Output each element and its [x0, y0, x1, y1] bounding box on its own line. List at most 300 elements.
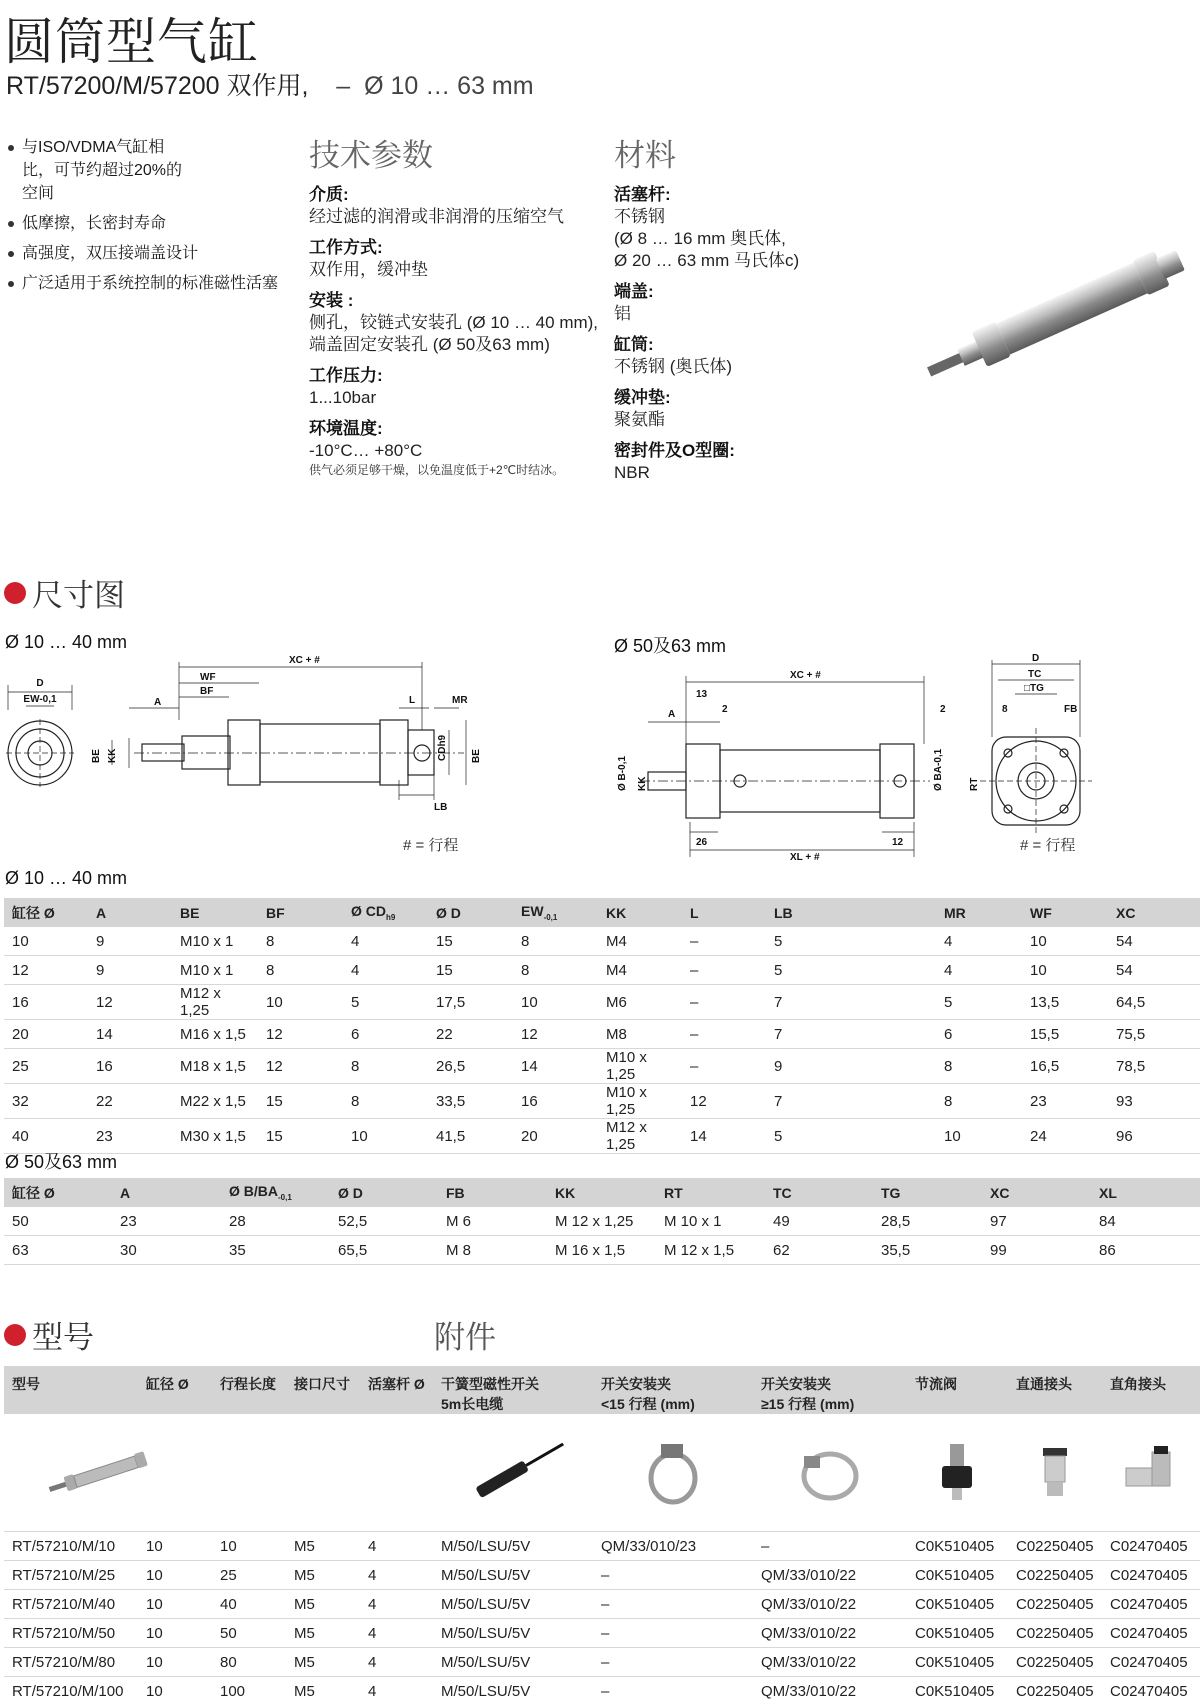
table-cell: 93 [1108, 1084, 1200, 1119]
spec-label: 介质: [309, 185, 349, 204]
table-cell: M/50/LSU/5V [433, 1590, 593, 1619]
table-cell: C02250405 [1008, 1532, 1102, 1561]
col-header: Ø $CD_{h9}$ [343, 898, 428, 927]
table-cell: 52,5 [330, 1207, 438, 1236]
label-d: D [36, 678, 44, 689]
table-cell: 35,5 [873, 1236, 982, 1265]
label-a: A [668, 709, 676, 720]
table-cell: QM/33/010/22 [753, 1619, 907, 1648]
col-header: Ø D [428, 898, 513, 927]
table-cell: 15 [258, 1084, 343, 1119]
table-a-label: Ø 10 … 40 mm [5, 868, 128, 888]
clamp-icon [633, 1438, 713, 1508]
table-cell: RT/57210/M/50 [4, 1619, 138, 1648]
table-cell: 4 [343, 927, 428, 956]
table-cell: 8 [343, 1049, 428, 1084]
table-cell: 4 [936, 927, 1022, 956]
col-header: KK [547, 1178, 656, 1207]
table-cell: 9 [766, 1049, 850, 1084]
table-cell: 96 [1108, 1119, 1200, 1154]
table-cell: 16,5 [1022, 1049, 1108, 1084]
table-row [4, 1619, 1200, 1648]
table-cell: 10 [138, 1532, 212, 1561]
table-cell: 16 [88, 1049, 172, 1084]
table-cell: QM/33/010/22 [753, 1590, 907, 1619]
elbow-fitting-icon [1116, 1438, 1186, 1508]
table-row [4, 985, 1200, 1020]
table-cell: C02470405 [1102, 1619, 1200, 1648]
table-cell: 33,5 [428, 1084, 513, 1119]
material-value: 不锈钢 [614, 207, 665, 226]
straight-fitting-icon [1025, 1438, 1085, 1508]
materials-heading: 材料 [614, 138, 676, 173]
table-cell: 20 [513, 1119, 598, 1154]
table-cell: C0K510405 [907, 1532, 1008, 1561]
cylinder-image-cell [4, 1414, 433, 1532]
table-cell: 75,5 [1108, 1020, 1200, 1049]
col-header: 直角接头 [1102, 1366, 1200, 1414]
table-cell: QM/33/010/23 [593, 1532, 753, 1561]
table-cell: 10 [138, 1561, 212, 1590]
col-header [850, 898, 936, 927]
model-table [4, 1366, 1200, 1705]
table-cell: – [593, 1561, 753, 1590]
spec-value: 端盖固定安装孔 (Ø 50及63 mm) [309, 335, 550, 354]
col-header: TG [873, 1178, 982, 1207]
material-value: 聚氨酯 [614, 410, 665, 429]
table-cell: M 12 x 1,25 [547, 1207, 656, 1236]
clamp-large-image-cell [753, 1414, 907, 1532]
spec-value: 侧孔，铰链式安装孔 (Ø 10 … 40 mm), [309, 313, 599, 332]
table-cell: – [593, 1619, 753, 1648]
straight-fitting-image-cell [1008, 1414, 1102, 1532]
stroke-note-right: # = 行程 [1020, 837, 1076, 854]
material-label: 活塞杆: [614, 185, 671, 204]
table-header-row [4, 898, 1200, 927]
table-cell: M4 [598, 956, 682, 985]
table-cell: – [682, 1049, 766, 1084]
table-cell: QM/33/010/22 [753, 1648, 907, 1677]
label-b: Ø B-0,1 [617, 755, 628, 791]
table-cell: M5 [286, 1532, 360, 1561]
table-cell: 65,5 [330, 1236, 438, 1265]
table-cell: 25 [212, 1561, 286, 1590]
section-dot-icon [4, 582, 26, 604]
table-cell: – [593, 1648, 753, 1677]
table-header-row [4, 1366, 1200, 1414]
table-cell: M5 [286, 1619, 360, 1648]
table-cell: C0K510405 [907, 1648, 1008, 1677]
table-cell: 8 [936, 1049, 1022, 1084]
table-cell: M 16 x 1,5 [547, 1236, 656, 1265]
table-cell: – [682, 1020, 766, 1049]
table-cell: 54 [1108, 956, 1200, 985]
table-cell: M16 x 1,5 [172, 1020, 258, 1049]
label-26: 26 [696, 837, 708, 848]
label-kk: KK [637, 776, 648, 791]
table-cell [850, 927, 936, 956]
col-header: MR [936, 898, 1022, 927]
table-cell: 40 [212, 1590, 286, 1619]
label-rt: RT [969, 777, 980, 791]
table-cell [850, 1119, 936, 1154]
table-cell: M 6 [438, 1207, 547, 1236]
table-cell: 20 [4, 1020, 88, 1049]
label-wf: WF [200, 672, 216, 683]
page-title: 圆筒型气缸 [4, 14, 259, 70]
table-cell: 6 [343, 1020, 428, 1049]
label-2-right: 2 [940, 704, 946, 715]
table-cell: 12 [258, 1049, 343, 1084]
table-row [4, 927, 1200, 956]
table-cell [850, 985, 936, 1020]
table-cell: M10 x 1,25 [598, 1084, 682, 1119]
materials [614, 130, 904, 484]
material-label: 端盖: [614, 282, 654, 301]
col-header: 干簧型磁性开关 5m长电缆 [433, 1366, 593, 1414]
table-row [4, 1648, 1200, 1677]
table-cell: M10 x 1 [172, 956, 258, 985]
table-cell: – [593, 1677, 753, 1705]
material-value: NBR [614, 463, 650, 482]
table-b-label: Ø 50及63 mm [5, 1152, 118, 1172]
table-row [4, 1677, 1200, 1705]
col-header: 节流阀 [907, 1366, 1008, 1414]
table-cell: C02470405 [1102, 1590, 1200, 1619]
table-cell: 26,5 [428, 1049, 513, 1084]
table-cell: 62 [765, 1236, 873, 1265]
table-cell: 4 [360, 1590, 433, 1619]
col-header: BF [258, 898, 343, 927]
table-cell: 6 [936, 1020, 1022, 1049]
table-cell: 5 [766, 927, 850, 956]
table-cell: 12 [4, 956, 88, 985]
label-12: 12 [892, 837, 904, 848]
table-cell: 12 [88, 985, 172, 1020]
table-cell: 9 [88, 927, 172, 956]
table-cell: 13,5 [1022, 985, 1108, 1020]
table-cell: 23 [1022, 1084, 1108, 1119]
table-cell: C0K510405 [907, 1590, 1008, 1619]
table-cell: 10 [212, 1532, 286, 1561]
label-tg: □TG [1024, 683, 1044, 694]
table-cell: 10 [138, 1590, 212, 1619]
col-header: L [682, 898, 766, 927]
table-cell: M 10 x 1 [656, 1207, 765, 1236]
spec-label: 安装 : [309, 291, 354, 310]
table-cell: 78,5 [1108, 1049, 1200, 1084]
feature-item: 广泛适用于系统控制的标准磁性活塞 [6, 272, 296, 295]
spec-label: 工作压力: [309, 366, 383, 385]
product-image-row [4, 1414, 1200, 1532]
table-cell: 5 [343, 985, 428, 1020]
material-value: 不锈钢 (奥氏体) [614, 357, 733, 376]
table-cell: 99 [982, 1236, 1091, 1265]
label-d: D [1032, 653, 1040, 664]
table-cell: 8 [258, 927, 343, 956]
table-cell: 10 [138, 1677, 212, 1705]
table-cell: 4 [360, 1532, 433, 1561]
table-cell: M5 [286, 1648, 360, 1677]
table-cell: C02470405 [1102, 1648, 1200, 1677]
table-cell: 4 [360, 1648, 433, 1677]
table-cell: 35 [221, 1236, 330, 1265]
table-cell: 9 [88, 956, 172, 985]
col-header: KK [598, 898, 682, 927]
table-cell: 32 [4, 1084, 88, 1119]
table-cell: 10 [1022, 956, 1108, 985]
table-row [4, 1084, 1200, 1119]
table-cell: 5 [936, 985, 1022, 1020]
col-header: 直通接头 [1008, 1366, 1102, 1414]
col-header: 型号 [4, 1366, 138, 1414]
table-cell: – [593, 1590, 753, 1619]
table-cell: 12 [258, 1020, 343, 1049]
feature-list [6, 136, 296, 302]
table-cell: 64,5 [1108, 985, 1200, 1020]
table-cell [850, 1049, 936, 1084]
table-cell: M 8 [438, 1236, 547, 1265]
table-cell: 25 [4, 1049, 88, 1084]
table-cell: 15 [428, 956, 513, 985]
section-dot-icon [4, 1324, 26, 1346]
page-subtitle [6, 66, 534, 102]
drawing-label-small: Ø 10 … 40 mm [5, 632, 128, 652]
table-cell: M/50/LSU/5V [433, 1532, 593, 1561]
table-cell: M 12 x 1,5 [656, 1236, 765, 1265]
dimensions-heading: 尺寸图 [4, 570, 125, 615]
table-cell: 7 [766, 985, 850, 1020]
table-cell: RT/57210/M/80 [4, 1648, 138, 1677]
table-cell: 10 [138, 1648, 212, 1677]
table-cell: 15,5 [1022, 1020, 1108, 1049]
label-a: A [154, 697, 162, 708]
table-cell: M30 x 1,5 [172, 1119, 258, 1154]
table-cell: C02470405 [1102, 1561, 1200, 1590]
table-cell: 8 [343, 1084, 428, 1119]
label-be-left: BE [91, 749, 102, 763]
table-cell: – [682, 927, 766, 956]
table-cell [850, 1020, 936, 1049]
label-xc: XC + # [790, 670, 821, 681]
table-cell: RT/57210/M/10 [4, 1532, 138, 1561]
table-cell: M22 x 1,5 [172, 1084, 258, 1119]
table-row [4, 1119, 1200, 1154]
table-cell: QM/33/010/22 [753, 1561, 907, 1590]
table-cell: 50 [212, 1619, 286, 1648]
col-header: BE [172, 898, 258, 927]
col-header: 行程长度 [212, 1366, 286, 1414]
subtitle-main: RT/57200/M/57200 双作用, [6, 72, 309, 100]
col-header: A [112, 1178, 221, 1207]
table-cell: 12 [682, 1084, 766, 1119]
table-cell: 10 [513, 985, 598, 1020]
table-cell: M5 [286, 1677, 360, 1705]
col-header: 缸径 Ø [4, 1178, 112, 1207]
table-cell: 10 [258, 985, 343, 1020]
col-header: $EW_{-0,1}$ [513, 898, 598, 927]
label-xc: XC + # [289, 655, 320, 666]
material-label: 密封件及O型圈: [614, 441, 735, 460]
table-cell: – [753, 1532, 907, 1561]
table-cell: M10 x 1,25 [598, 1049, 682, 1084]
spec-label: 环境温度: [309, 419, 383, 438]
table-cell: RT/57210/M/25 [4, 1561, 138, 1590]
models-heading: 型号 [4, 1312, 94, 1357]
col-header: XC [982, 1178, 1091, 1207]
table-cell: M18 x 1,5 [172, 1049, 258, 1084]
table-cell: 84 [1091, 1207, 1200, 1236]
table-cell: 23 [88, 1119, 172, 1154]
elbow-fitting-image-cell [1102, 1414, 1200, 1532]
table-cell: 50 [4, 1207, 112, 1236]
label-8: 8 [1002, 704, 1008, 715]
table-cell: 10 [936, 1119, 1022, 1154]
table-cell: M/50/LSU/5V [433, 1648, 593, 1677]
dimension-table-small [4, 898, 1200, 1154]
col-header: FB [438, 1178, 547, 1207]
table-cell: 5 [766, 956, 850, 985]
label-mr: MR [452, 695, 468, 706]
table-cell: C02250405 [1008, 1619, 1102, 1648]
table-cell: C02250405 [1008, 1590, 1102, 1619]
table-cell: 24 [1022, 1119, 1108, 1154]
label-ew: EW-0,1 [23, 694, 57, 705]
table-cell: 4 [936, 956, 1022, 985]
table-cell: 54 [1108, 927, 1200, 956]
table-cell: 16 [513, 1084, 598, 1119]
table-cell: 10 [4, 927, 88, 956]
clamp-small-image-cell [593, 1414, 753, 1532]
reed-switch-image-cell [433, 1414, 593, 1532]
table-cell: 22 [428, 1020, 513, 1049]
label-fb: FB [1064, 704, 1078, 715]
stroke-note-left: # = 行程 [403, 837, 459, 854]
table-cell: C0K510405 [907, 1677, 1008, 1705]
flow-valve-image-cell [907, 1414, 1008, 1532]
label-l: L [409, 695, 416, 706]
table-cell: 4 [360, 1619, 433, 1648]
table-cell [850, 1084, 936, 1119]
drawing-small-bore [4, 650, 484, 865]
reed-switch-icon [453, 1443, 573, 1503]
spec-value: 1...10bar [309, 388, 377, 407]
col-header: Ø $B/BA_{-0,1}$ [221, 1178, 330, 1207]
table-cell: M12 x 1,25 [598, 1119, 682, 1154]
table-cell: M5 [286, 1561, 360, 1590]
table-row [4, 1532, 1200, 1561]
table-cell: QM/33/010/22 [753, 1677, 907, 1705]
feature-item: 低摩擦，长密封寿命 [6, 212, 296, 235]
col-header: 开关安装夹 ≥15 行程 (mm) [753, 1366, 907, 1414]
table-cell [850, 956, 936, 985]
table-cell: 7 [766, 1020, 850, 1049]
table-cell: M8 [598, 1020, 682, 1049]
tech-heading: 技术参数 [309, 138, 433, 173]
subtitle-range: Ø 10 … 63 mm [364, 72, 534, 100]
material-label: 缸筒: [614, 335, 654, 354]
drawing-label-large: Ø 50及63 mm [614, 636, 727, 656]
spec-note: 供气必须足够干燥，以免温度低于+2℃时结冰。 [309, 463, 565, 477]
col-header: 缸径 Ø [4, 898, 88, 927]
flow-valve-icon [928, 1438, 988, 1508]
feature-item: 高强度，双压接端盖设计 [6, 242, 296, 265]
table-cell: 4 [343, 956, 428, 985]
label-tc: TC [1028, 669, 1042, 680]
label-ba: Ø BA-0,1 [933, 748, 944, 791]
subtitle-separator: – [336, 72, 351, 100]
table-row [4, 1590, 1200, 1619]
table-cell: 4 [360, 1561, 433, 1590]
label-xl: XL + # [790, 852, 820, 863]
table-cell: C0K510405 [907, 1561, 1008, 1590]
table-cell: 30 [112, 1236, 221, 1265]
spec-value: 经过滤的润滑或非润滑的压缩空气 [309, 207, 564, 226]
table-cell: C02250405 [1008, 1677, 1102, 1705]
table-cell: 8 [258, 956, 343, 985]
table-cell: 80 [212, 1648, 286, 1677]
table-cell: 49 [765, 1207, 873, 1236]
feature-item: 与ISO/VDMA气缸相比，可节约超过20%的空间 [6, 136, 191, 205]
col-header: XC [1108, 898, 1200, 927]
spec-value: 双作用，缓冲垫 [309, 260, 428, 279]
col-header: LB [766, 898, 850, 927]
spec-value: -10°C… +80°C [309, 441, 423, 460]
label-13: 13 [696, 689, 708, 700]
material-value: Ø 20 … 63 mm 马氏体c) [614, 251, 800, 270]
label-lb: LB [434, 802, 448, 813]
col-header: TC [765, 1178, 873, 1207]
table-cell: 17,5 [428, 985, 513, 1020]
table-cell: 14 [682, 1119, 766, 1154]
table-row [4, 1049, 1200, 1084]
table-cell: M10 x 1 [172, 927, 258, 956]
table-cell: 15 [258, 1119, 343, 1154]
table-cell: C02250405 [1008, 1648, 1102, 1677]
table-cell: 14 [513, 1049, 598, 1084]
table-cell: 8 [513, 927, 598, 956]
table-cell: M/50/LSU/5V [433, 1677, 593, 1705]
col-header: WF [1022, 898, 1108, 927]
table-cell: 14 [88, 1020, 172, 1049]
table-cell: 5 [766, 1119, 850, 1154]
col-header: 缸径 Ø [138, 1366, 212, 1414]
table-cell: 10 [138, 1619, 212, 1648]
table-row [4, 1561, 1200, 1590]
table-cell: 97 [982, 1207, 1091, 1236]
cylinder-photo [912, 240, 1200, 390]
table-cell: 12 [513, 1020, 598, 1049]
table-cell: 4 [360, 1677, 433, 1705]
table-cell: – [682, 956, 766, 985]
table-cell: M4 [598, 927, 682, 956]
table-cell: M6 [598, 985, 682, 1020]
table-cell: M/50/LSU/5V [433, 1561, 593, 1590]
table-cell: 40 [4, 1119, 88, 1154]
table-cell: C02470405 [1102, 1677, 1200, 1705]
dimension-table-large [4, 1178, 1200, 1265]
table-cell: – [682, 985, 766, 1020]
col-header: 接口尺寸 [286, 1366, 360, 1414]
table-cell: C0K510405 [907, 1619, 1008, 1648]
label-kk: KK [107, 748, 118, 763]
table-cell: RT/57210/M/100 [4, 1677, 138, 1705]
table-cell: 86 [1091, 1236, 1200, 1265]
col-header: 活塞杆 Ø [360, 1366, 433, 1414]
col-header: 开关安装夹 <15 行程 (mm) [593, 1366, 753, 1414]
table-cell: 8 [936, 1084, 1022, 1119]
label-cd: CDh9 [437, 734, 448, 761]
